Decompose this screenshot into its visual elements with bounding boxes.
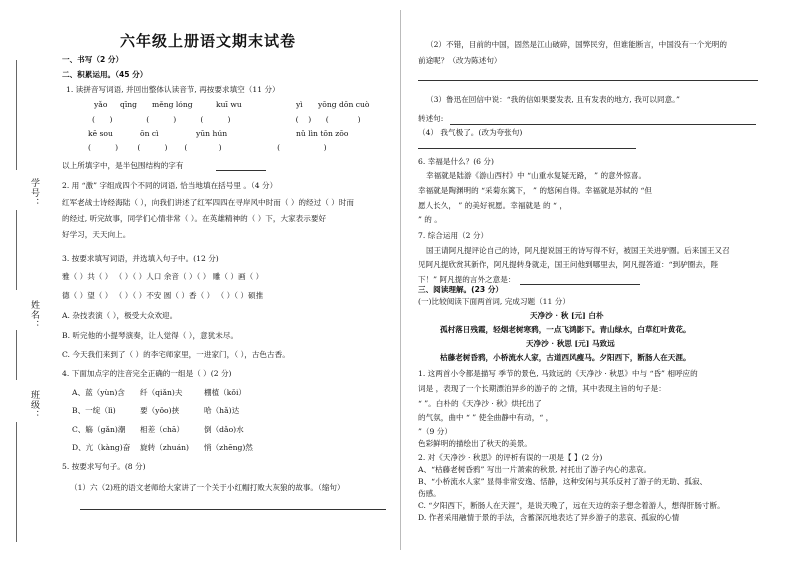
answer-line [418, 80, 758, 81]
question-3-row: 德（ ）望（ ） （ ）（ ）不安 圆（ ）香（ ） （ ）（ ）硕推 [62, 291, 264, 300]
reading-question-2: 2. 对《天净沙 · 秋思》的评析有误的一项是【 】(2 分) [418, 453, 603, 462]
question-3: 3. 按要求填写词语，并选填入句子中。(12 分) [62, 254, 219, 263]
reading-part-1: (一)比较阅读下面两首词, 完成习题（11 分） [418, 297, 570, 306]
question-3-a: A. 杂技表演（ ），极受大众欢迎。 [62, 311, 178, 320]
question-6-line: 幸福就是陆游《游山西村》中 “山重水复疑无路， ” 的意外惊喜。 [426, 171, 647, 180]
option-b: B、一绽（lì) [72, 406, 116, 415]
answer-line [216, 170, 266, 171]
question-5-1: （1）六（2)班的语文老师给大家讲了一个关于小红帽打败大灰狼的故事。（缩句） [70, 483, 345, 492]
question-4-sentence: （4） 我气极了。(改为夸张句) [418, 128, 523, 137]
question-1: 1. 读拼音写词语, 并回出整体认读音节, 再按要求填空（11 分） [66, 85, 280, 94]
question-7-text: 国王请阿凡提评论自己的诗，阿凡提说国王的诗写得不好，被国王关进驴圈。后来国王又召 [426, 246, 730, 255]
answer-line [520, 284, 640, 285]
question-5: 5. 按要求写句子。(8 分) [62, 462, 146, 471]
pinyin: kuī wu [216, 100, 242, 109]
pinyin: yǎo [94, 100, 108, 109]
column-divider [400, 10, 401, 550]
question-3-row: 雅（ ）共（ ） （ ）（ ）人口 余音（ ）（ ） 雕（ ）画（ ） [62, 272, 264, 281]
choice-b: B、“小桥流水人家” 显得非常安逸、恬静，这种安闲与其乐反衬了游子的无助、孤寂、 [418, 477, 708, 486]
reading-question-1-line: 的气氛，曲中 “ ” 使全曲静中有动，“ ， [418, 413, 554, 422]
poem-2-text: 枯藤老树昏鸦，小桥流水人家，古道西风瘦马。夕阳西下，断肠人在天涯。 [440, 353, 691, 362]
pinyin: měng lóng [152, 100, 193, 109]
choice-a: A、“枯藤老树昏鸦” 写出一片萧索的秋景, 衬托出了游子内心的悲哀。 [418, 465, 652, 474]
class-label: 班级： [29, 390, 39, 420]
pinyin: yì [296, 100, 303, 109]
question-4: 4. 下面加点字的注音完全正确的一组是（ ）(2 分) [62, 369, 232, 378]
pinyin: yūn hún [196, 129, 228, 138]
section-accumulation: 二、积累运用。（45 分） [62, 70, 148, 79]
section-handwriting: 一、书写（2 分） [62, 55, 124, 64]
question-2-sentence: （2）不错，目前的中国，固然是江山破碎，国弊民穷，但谁能断言，中国没有一个光明的 [426, 40, 727, 49]
section-reading: 三、阅读理解。(23 分） [418, 285, 504, 294]
option-b: 要（yǒo)挟 [140, 406, 180, 415]
question-6-line: 愿人长久， ” 的美好祝愿。幸福就是 的 “ ， [418, 201, 567, 210]
reading-question-1-line: “ ”。白朴的《天净沙 · 秋》烘托出了 [418, 399, 542, 408]
binding-line [16, 210, 17, 290]
option-b: 哈（hǎ)达 [204, 406, 240, 415]
option-c: 相差（chā） [140, 425, 185, 434]
option-c: 倒（dǎo)水 [204, 425, 244, 434]
question-6-line: 幸福就是陶渊明的 “采菊东篱下， ” 的悠闲自得。幸福就是苏轼的 “但 [418, 186, 652, 195]
poem-1-title: 天净沙 · 秋 [元] 白朴 [530, 311, 604, 320]
question-3-sentence: （3）鲁迅在回信中说：“我的信如果要发表, 且有发表的地方, 我可以同意。” [426, 95, 680, 104]
answer-parens: ( ) ( ) ( ) ( ) [88, 143, 327, 152]
question-1-followup: 以上所填字中，是半包围结构的字有 [62, 161, 184, 170]
binding-line [16, 330, 17, 380]
question-2-text: 的经过, 听完故事，同学们心情非常（ ）。在英雄精神的（ ）下，大家表示要好 [62, 214, 327, 223]
name-label: 姓名： [29, 300, 39, 330]
option-a: 纤（qiǎn)夫 [140, 388, 183, 397]
student-number-label: 学号： [29, 178, 39, 208]
option-a: A、蓝（yùn)含 [72, 388, 125, 397]
option-d: D、亢（kàng)奋 [72, 443, 131, 452]
choice-b-cont: 伤感。 [418, 489, 441, 498]
question-7-text: 见阿凡提欣赏其新作，阿凡提转身就走，国王问他到哪里去，阿凡提答道：“到驴圈去，陛 [418, 260, 719, 269]
reported-speech-label: 转述句: [418, 114, 444, 123]
choice-c: C. “夕阳西下，断肠人在天涯”，是说天晚了，远在天边的亲子想念着游人，想得肝肠寸断。 [418, 501, 725, 510]
answer-parens: ( ) ( ) ( ) ( ) ( ) [92, 115, 361, 124]
question-7: 7. 综合运用（2 分） [418, 231, 489, 240]
question-2-text: 好学习，天天向上。 [62, 230, 131, 239]
binding-line [16, 60, 17, 170]
question-2: 2. 用 “激” 字组成四个不同的词语, 恰当地填在括号里 。（4 分） [62, 181, 278, 190]
question-6-line: ” 的 。 [418, 215, 442, 224]
question-6: 6. 幸福是什么？(6 分) [418, 157, 494, 166]
pinyin: kē sou [88, 129, 113, 138]
answer-line [80, 509, 386, 510]
option-a: 棚植（kǒi） [204, 388, 246, 397]
reading-question-1-line: 色彩鲜明的描绘出了秋天的美景。 [418, 439, 532, 448]
question-7-text: 下！” 阿凡提的言外之意是： [418, 275, 516, 284]
poem-2-title: 天净沙 · 秋思 [元] 马致远 [526, 339, 615, 348]
binding-line [16, 422, 17, 542]
answer-line [418, 148, 636, 149]
option-d: 旋转（zhuán) [140, 443, 189, 452]
answer-line [450, 124, 756, 125]
option-d: 悄（zhēng)然 [204, 443, 253, 452]
exam-title: 六年级上册语文期末试卷 [120, 32, 297, 50]
question-2-sentence-cont: 前途呢？（改为陈述句） [418, 56, 502, 65]
pinyin: ōn cì [140, 129, 159, 138]
reading-question-1: 1. 这两首小令都是描写 季节的景色, 马致远的《天净沙 · 秋思》中与 “昏” 相呼应的 [418, 369, 698, 378]
option-c: C、觞（gǎn)潮 [72, 425, 126, 434]
reading-question-1-line: ”（9 分） [418, 427, 452, 436]
poem-1-text: 孤村落日残霞，轻烟老树寒鸦，一点飞鸿影下。青山绿水，白草红叶黄花。 [440, 325, 691, 334]
pinyin: qīng [120, 100, 138, 109]
reading-question-1-line: 词是 ，表现了一个长期漂泊异乡的游子的 之情，其中表现主旨的句子是： [418, 384, 666, 393]
choice-d: D. 作者采用融情于景的手法，含蓄深沉地表达了异乡游子的悲哀、孤寂的心情 [418, 513, 680, 522]
pinyin: yōng dōn cuò [318, 100, 370, 109]
question-2-text: 红军老战士诗经海陆（ ），向我们讲述了红军四四在寻岸风中时而（ ）的经过（ ）时而 [62, 198, 354, 207]
binding-strip [6, 60, 44, 560]
pinyin: nǔ lìn tōn zōo [296, 129, 349, 138]
question-3-b: B. 听完他的小提琴演奏，让人觉得（ ），意犹未尽。 [62, 331, 239, 340]
question-3-c: C. 今天我们来到了（ ）的李宅师家里，一进家门，（ ），古色古香。 [62, 350, 290, 359]
